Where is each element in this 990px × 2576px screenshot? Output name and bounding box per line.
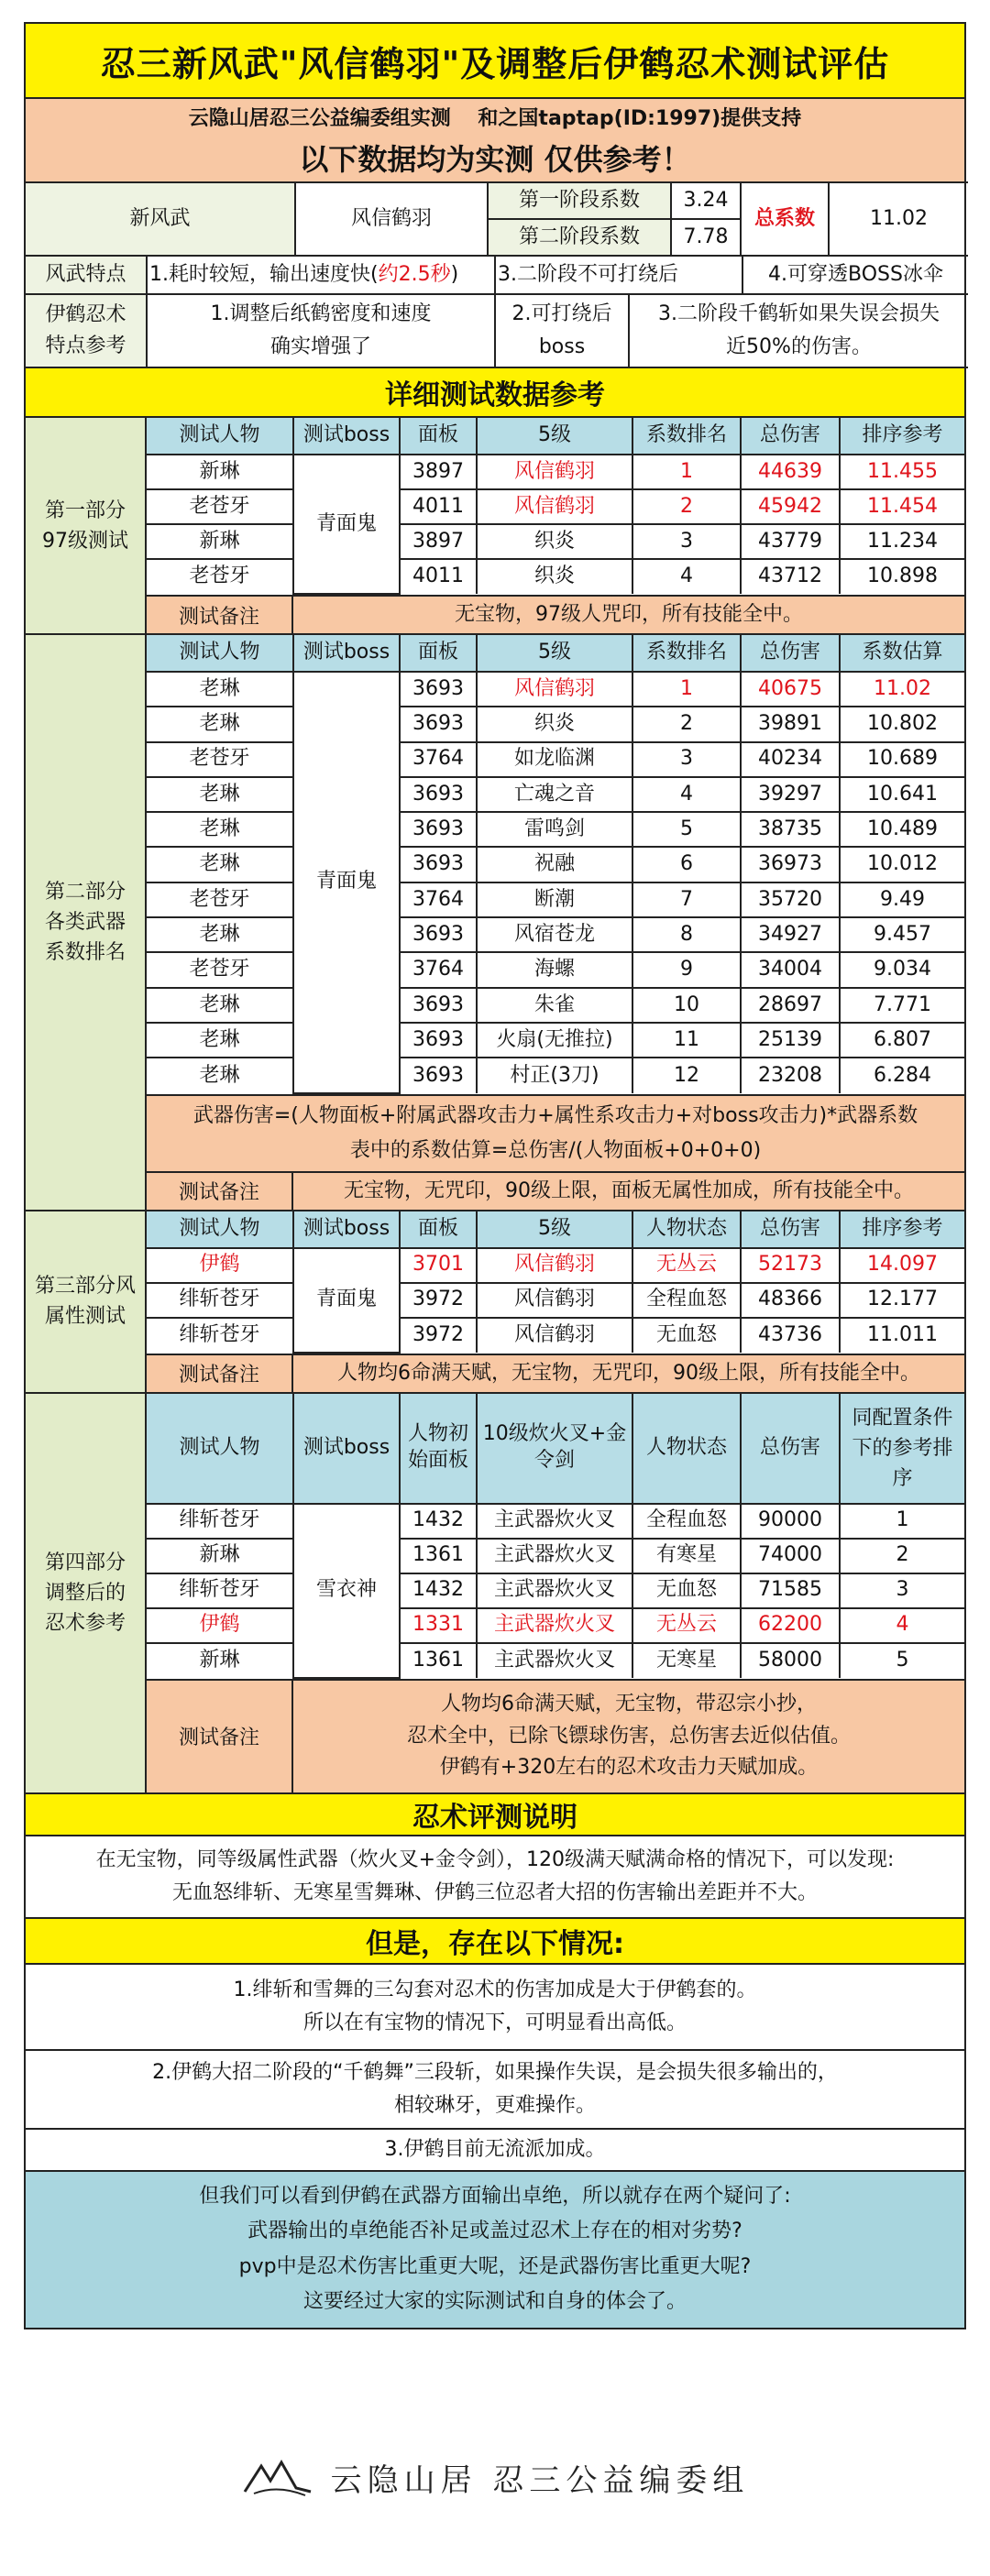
part2-cell: 织炎 [477, 707, 632, 741]
question-3: pvp中是忍术伤害比重更大呢，还是武器伤害比重更大呢? [238, 2254, 752, 2278]
evaluation-header [26, 1794, 964, 1836]
part1-cell: 织炎 [477, 559, 632, 594]
part2-cell: 28697 [741, 988, 840, 1023]
part3-header-2: 面板 [400, 1211, 477, 1248]
part2-cell: 老琳 [147, 847, 293, 882]
title-bar [26, 24, 964, 99]
part4-cell: 无丛云 [632, 1608, 741, 1643]
but-header [26, 1919, 964, 1965]
part2-section [26, 635, 964, 1211]
table-row [147, 1504, 964, 1539]
part2-formula [147, 1094, 964, 1171]
part1-header-5: 总伤害 [741, 418, 840, 455]
part4-note [147, 1679, 964, 1792]
part2-cell: 7 [632, 882, 741, 917]
part2-cell: 10.802 [840, 707, 964, 741]
part1-note-text: 无宝物，97级人咒印，所有技能全中。 [455, 602, 803, 626]
phase2-value: 7.78 [671, 219, 741, 256]
part2-header-2: 面板 [400, 635, 477, 672]
part2-cell: 风宿苍龙 [477, 917, 632, 952]
part2-cell: 3693 [400, 812, 477, 847]
part4-note-1: 人物均6命满天赋，无宝物，带忍宗小抄， [441, 1693, 817, 1716]
table-row [147, 1058, 964, 1092]
part1-note [147, 595, 964, 633]
part4-cell: 1331 [400, 1608, 477, 1643]
part2-cell: 老琳 [147, 1023, 293, 1058]
part4-cell: 主武器炊火叉 [477, 1643, 632, 1678]
part2-label: 第二部分各类武器系数排名 [26, 635, 147, 1210]
footer-brand-text: 云隐山居 忍三公益编委组 [330, 2461, 750, 2499]
part4-header-1: 测试boss [293, 1394, 400, 1504]
table-row [147, 672, 964, 707]
part1-cell: 43779 [741, 524, 840, 559]
part1-header-3: 5级 [477, 418, 632, 455]
case-1-b: 所以在有宝物的情况下，可明显看出高低。 [302, 2011, 687, 2034]
summary-table [26, 181, 968, 257]
evaluation-p2: 无血怒绯斩、无寒星雪舞琳、伊鹤三位忍者大招的伤害输出差距并不大。 [171, 1880, 818, 1904]
part2-cell: 38735 [741, 812, 840, 847]
part4-cell: 绯斩苍牙 [147, 1573, 293, 1608]
part2-cell: 海螺 [477, 952, 632, 987]
part2-cell: 3693 [400, 988, 477, 1023]
table-row [147, 1283, 964, 1318]
support-banner [26, 99, 964, 183]
part1-cell: 3 [632, 524, 741, 559]
part2-cell: 6.807 [840, 1023, 964, 1058]
part2-note-label: 测试备注 [147, 1173, 293, 1210]
part2-cell: 34004 [741, 952, 840, 987]
part2-header-4: 系数排名 [632, 635, 741, 672]
part1-label: 第一部分97级测试 [26, 418, 147, 633]
part2-cell: 如龙临渊 [477, 742, 632, 777]
part4-cell: 1361 [400, 1643, 477, 1678]
part3-header-row [147, 1211, 964, 1248]
part2-cell: 39297 [741, 777, 840, 812]
case-2-a: 2.伊鹤大招二阶段的“千鹤舞”三段斩，如果操作失误，是会损失很多输出的， [152, 2061, 838, 2085]
part4-cell: 1361 [400, 1539, 477, 1573]
table-row [147, 917, 964, 952]
part2-cell: 34927 [741, 917, 840, 952]
part1-cell: 10.898 [840, 559, 964, 594]
part2-cell: 12 [632, 1058, 741, 1092]
part4-cell: 3 [840, 1573, 964, 1608]
part1-header-row [147, 418, 964, 455]
table-row [147, 489, 964, 524]
feature-2: 3.二阶段不可打绕后 [495, 256, 742, 294]
part2-cell: 老琳 [147, 777, 293, 812]
part2-cell: 老琳 [147, 707, 293, 741]
part2-note [147, 1171, 964, 1210]
part4-cell: 4 [840, 1608, 964, 1643]
part2-cell: 老苍牙 [147, 952, 293, 987]
table-row [147, 1023, 964, 1058]
case-1 [26, 1965, 964, 2051]
part2-cell: 5 [632, 812, 741, 847]
part2-cell: 23208 [741, 1058, 840, 1092]
part3-cell: 无丛云 [632, 1248, 741, 1283]
part4-header-6: 同配置条件下的参考排序 [840, 1394, 964, 1504]
part2-cell: 4 [632, 777, 741, 812]
weapon-label: 新风武 [26, 182, 295, 256]
part2-cell: 3764 [400, 952, 477, 987]
part3-header-4: 人物状态 [632, 1211, 741, 1248]
part3-header-3: 5级 [477, 1211, 632, 1248]
part2-cell: 亡魂之音 [477, 777, 632, 812]
part4-cell: 1432 [400, 1573, 477, 1608]
part1-cell: 11.234 [840, 524, 964, 559]
evaluation-title: 忍术评测说明 [412, 1801, 578, 1834]
part2-cell: 3693 [400, 917, 477, 952]
part4-cell: 伊鹤 [147, 1608, 293, 1643]
features-label: 风武特点 [26, 256, 147, 294]
part3-label: 第三部分风属性测试 [26, 1211, 147, 1392]
ninjutsu-2: 2.可打绕后boss [495, 294, 629, 367]
table-row [147, 1248, 964, 1283]
part3-header-6: 排序参考 [840, 1211, 964, 1248]
part1-cell: 1 [632, 455, 741, 489]
detail-header-text: 详细测试数据参考 [385, 379, 605, 411]
table-row [147, 455, 964, 489]
case-3 [26, 2130, 964, 2172]
case-3-text: 3.伊鹤目前无流派加成。 [384, 2137, 606, 2161]
table-row [147, 524, 964, 559]
part1-cell: 11.454 [840, 489, 964, 524]
table-row [147, 847, 964, 882]
table-row [147, 742, 964, 777]
part3-header-5: 总伤害 [741, 1211, 840, 1248]
part2-cell: 35720 [741, 882, 840, 917]
part2-cell: 40675 [741, 672, 840, 707]
part3-note-text: 人物均6命满天赋，无宝物，无咒印，90级上限，所有技能全中。 [337, 1361, 920, 1385]
part4-cell: 无寒星 [632, 1643, 741, 1678]
but-text: 但是，存在以下情况: [366, 1927, 624, 1960]
part1-cell: 新琳 [147, 524, 293, 559]
part2-cell: 3693 [400, 777, 477, 812]
part1-boss: 青面鬼 [293, 455, 400, 594]
part3-cell: 48366 [741, 1283, 840, 1318]
part2-cell: 9.49 [840, 882, 964, 917]
evaluation-sheet [24, 22, 966, 2329]
part4-cell: 71585 [741, 1573, 840, 1608]
part2-cell: 2 [632, 707, 741, 741]
formula-line-2: 表中的系数估算=总伤害/(人物面板+0+0+0) [349, 1138, 762, 1162]
part3-cell: 风信鹤羽 [477, 1283, 632, 1318]
part4-note-body [293, 1681, 964, 1792]
table-row [147, 812, 964, 847]
part2-cell: 7.771 [840, 988, 964, 1023]
part2-cell: 老琳 [147, 988, 293, 1023]
part2-cell: 1 [632, 672, 741, 707]
question-4: 这要经过大家的实际测试和自身的体会了。 [302, 2290, 687, 2314]
evaluation-intro [26, 1836, 964, 1919]
part4-cell: 2 [840, 1539, 964, 1573]
part4-cell: 主武器炊火叉 [477, 1504, 632, 1539]
part3-note [147, 1354, 964, 1392]
part4-cell: 主武器炊火叉 [477, 1539, 632, 1573]
part1-cell: 新琳 [147, 455, 293, 489]
part4-table [147, 1394, 964, 1679]
part3-cell: 风信鹤羽 [477, 1318, 632, 1353]
table-row [147, 777, 964, 812]
part2-cell: 3693 [400, 672, 477, 707]
part2-note-text: 无宝物，无咒印，90级上限，面板无属性加成，所有技能全中。 [344, 1178, 914, 1202]
part2-cell: 3693 [400, 707, 477, 741]
part1-cell: 4 [632, 559, 741, 594]
part3-cell: 无血怒 [632, 1318, 741, 1353]
part1-header-2: 面板 [400, 418, 477, 455]
table-row [147, 1573, 964, 1608]
page-title: 忍三新风武"风信鹤羽"及调整后伊鹤忍术测试评估 [100, 43, 890, 84]
part2-header-6: 系数估算 [840, 635, 964, 672]
part3-table [147, 1211, 964, 1354]
part4-cell: 新琳 [147, 1539, 293, 1573]
part4-note-2: 忍术全中，已除飞镖球伤害，总伤害去近似估值。 [406, 1724, 851, 1748]
part4-cell: 全程血怒 [632, 1504, 741, 1539]
part3-cell: 伊鹤 [147, 1248, 293, 1283]
part1-cell: 4011 [400, 489, 477, 524]
part2-cell: 10.012 [840, 847, 964, 882]
part2-cell: 6.284 [840, 1058, 964, 1092]
part2-cell: 9 [632, 952, 741, 987]
table-row [147, 952, 964, 987]
part4-cell: 有寒星 [632, 1539, 741, 1573]
part4-header-row [147, 1394, 964, 1504]
part2-boss: 青面鬼 [293, 672, 400, 1093]
part4-cell: 主武器炊火叉 [477, 1573, 632, 1608]
part4-cell: 无血怒 [632, 1573, 741, 1608]
part3-cell: 3972 [400, 1318, 477, 1353]
part4-cell: 1432 [400, 1504, 477, 1539]
part2-header-5: 总伤害 [741, 635, 840, 672]
feature-3: 4.可穿透BOSS冰伞 [742, 256, 968, 294]
ninjutsu-table [26, 293, 968, 368]
part2-cell: 祝融 [477, 847, 632, 882]
case-2 [26, 2051, 964, 2130]
part2-cell: 36973 [741, 847, 840, 882]
table-row [147, 882, 964, 917]
part2-cell: 村正(3刀) [477, 1058, 632, 1092]
part2-cell: 断潮 [477, 882, 632, 917]
part3-header-1: 测试boss [293, 1211, 400, 1248]
evaluation-p1: 在无宝物，同等级属性武器（炊火叉+金令剑），120级满天赋满命格的情况下，可以发现: [95, 1848, 895, 1872]
table-row [147, 1608, 964, 1643]
ninjutsu-1: 1.调整后纸鹤密度和速度确实增强了 [147, 294, 495, 367]
part2-cell: 10.641 [840, 777, 964, 812]
part2-cell: 老琳 [147, 672, 293, 707]
part2-cell: 风信鹤羽 [477, 672, 632, 707]
part1-cell: 风信鹤羽 [477, 455, 632, 489]
question-1: 但我们可以看到伊鹤在武器方面输出卓绝，所以就存在两个疑问了: [199, 2184, 791, 2208]
part3-cell: 3701 [400, 1248, 477, 1283]
part3-cell: 3972 [400, 1283, 477, 1318]
part1-cell: 11.455 [840, 455, 964, 489]
part1-cell: 风信鹤羽 [477, 489, 632, 524]
footer-brand [0, 2445, 990, 2509]
part3-cell: 11.011 [840, 1318, 964, 1353]
part3-header-0: 测试人物 [147, 1211, 293, 1248]
part1-cell: 43712 [741, 559, 840, 594]
part2-header-row [147, 635, 964, 672]
part1-cell: 45942 [741, 489, 840, 524]
part2-cell: 10 [632, 988, 741, 1023]
table-row [147, 559, 964, 594]
part2-cell: 老苍牙 [147, 882, 293, 917]
case-2-b: 相较琳牙，更难操作。 [393, 2093, 596, 2117]
part4-cell: 绯斩苍牙 [147, 1504, 293, 1539]
part1-cell: 44639 [741, 455, 840, 489]
disclaimer: 以下数据均为实测 仅供参考！ [299, 141, 691, 177]
part3-cell: 43736 [741, 1318, 840, 1353]
part2-cell: 3764 [400, 742, 477, 777]
part2-cell: 3693 [400, 1023, 477, 1058]
part2-cell: 6 [632, 847, 741, 882]
case-1-a: 1.绯斩和雪舞的三勾套对忍术的伤害加成是大于伊鹤套的。 [233, 1979, 757, 2002]
phase2-label: 第二阶段系数 [488, 219, 671, 256]
part1-cell: 3897 [400, 524, 477, 559]
part1-table [147, 418, 964, 595]
part4-cell: 新琳 [147, 1643, 293, 1678]
part1-cell: 3897 [400, 455, 477, 489]
part2-header-3: 5级 [477, 635, 632, 672]
part2-cell: 3693 [400, 1058, 477, 1092]
part3-cell: 绯斩苍牙 [147, 1283, 293, 1318]
part2-cell: 10.689 [840, 742, 964, 777]
part3-cell: 风信鹤羽 [477, 1248, 632, 1283]
part2-cell: 11.02 [840, 672, 964, 707]
part3-cell: 全程血怒 [632, 1283, 741, 1318]
part2-cell: 40234 [741, 742, 840, 777]
phase1-value: 3.24 [671, 182, 741, 219]
part2-cell: 火扇(无推拉) [477, 1023, 632, 1058]
part3-boss: 青面鬼 [293, 1248, 400, 1353]
part1-cell: 老苍牙 [147, 559, 293, 594]
part2-cell: 39891 [741, 707, 840, 741]
part2-cell: 9.457 [840, 917, 964, 952]
part4-section [26, 1394, 964, 1794]
part4-cell: 主武器炊火叉 [477, 1608, 632, 1643]
part1-header-1: 测试boss [293, 418, 400, 455]
weapon-name: 风信鹤羽 [295, 182, 488, 256]
part4-cell: 5 [840, 1643, 964, 1678]
part4-label: 第四部分调整后的忍术参考 [26, 1394, 147, 1792]
total-label: 总系数 [741, 182, 829, 256]
part2-cell: 9.034 [840, 952, 964, 987]
part1-cell: 老苍牙 [147, 489, 293, 524]
part4-header-4: 人物状态 [632, 1394, 741, 1504]
part2-cell: 3693 [400, 847, 477, 882]
part1-section [26, 418, 964, 635]
part2-cell: 8 [632, 917, 741, 952]
phase1-label: 第一阶段系数 [488, 182, 671, 219]
features-table [26, 255, 968, 295]
part4-header-5: 总伤害 [741, 1394, 840, 1504]
part2-cell: 11 [632, 1023, 741, 1058]
part2-header-0: 测试人物 [147, 635, 293, 672]
questions-panel [26, 2172, 964, 2328]
question-2: 武器输出的卓绝能否补足或盖过忍术上存在的相对劣势? [248, 2220, 742, 2243]
part1-cell: 织炎 [477, 524, 632, 559]
formula-line-1: 武器伤害=(人物面板+附属武器攻击力+属性系攻击力+对boss攻击力)*武器系数 [192, 1104, 918, 1128]
table-row [147, 1318, 964, 1353]
part2-header-1: 测试boss [293, 635, 400, 672]
table-row [147, 1643, 964, 1678]
table-row [147, 1539, 964, 1573]
support-line: 云隐山居忍三公益编委组实测 和之国taptap(ID:1997)提供支持 [188, 106, 802, 130]
part3-cell: 52173 [741, 1248, 840, 1283]
feature-1-post: ) [450, 262, 459, 286]
part4-cell: 90000 [741, 1504, 840, 1539]
table-row [147, 707, 964, 741]
part3-section [26, 1211, 964, 1394]
part4-cell: 74000 [741, 1539, 840, 1573]
part3-cell: 绯斩苍牙 [147, 1318, 293, 1353]
part4-cell: 58000 [741, 1643, 840, 1678]
part2-cell: 10.489 [840, 812, 964, 847]
part1-header-6: 排序参考 [840, 418, 964, 455]
part2-cell: 老琳 [147, 812, 293, 847]
part1-header-0: 测试人物 [147, 418, 293, 455]
part4-cell: 62200 [741, 1608, 840, 1643]
part2-cell: 25139 [741, 1023, 840, 1058]
part3-cell: 12.177 [840, 1283, 964, 1318]
feature-1-pre: 1.耗时较短，输出速度快( [149, 262, 379, 286]
part4-header-2: 人物初始面板 [400, 1394, 477, 1504]
detail-header [26, 368, 964, 418]
part2-table [147, 635, 964, 1094]
part4-boss: 雪衣神 [293, 1504, 400, 1678]
part4-cell: 1 [840, 1504, 964, 1539]
part2-cell: 3764 [400, 882, 477, 917]
total-value: 11.02 [829, 182, 968, 256]
part3-note-label: 测试备注 [147, 1355, 293, 1392]
ninjutsu-3: 3.二阶段千鹤斩如果失误会损失近50%的伤害。 [629, 294, 968, 367]
part1-note-label: 测试备注 [147, 597, 293, 633]
part2-cell: 3 [632, 742, 741, 777]
part2-cell: 老苍牙 [147, 742, 293, 777]
mountain-logo-icon [241, 2457, 314, 2497]
part4-note-3: 伊鹤有+320左右的忍术攻击力天赋加成。 [439, 1755, 819, 1779]
part4-header-3: 10级炊火叉+金令剑 [477, 1394, 632, 1504]
part1-cell: 4011 [400, 559, 477, 594]
part2-cell: 老琳 [147, 917, 293, 952]
part1-header-4: 系数排名 [632, 418, 741, 455]
part4-note-label: 测试备注 [147, 1681, 293, 1792]
part2-cell: 老琳 [147, 1058, 293, 1092]
feature-1-highlight: 约2.5秒 [378, 262, 451, 286]
table-row [147, 988, 964, 1023]
part4-header-0: 测试人物 [147, 1394, 293, 1504]
part2-cell: 雷鸣剑 [477, 812, 632, 847]
part1-cell: 2 [632, 489, 741, 524]
part3-cell: 14.097 [840, 1248, 964, 1283]
part2-cell: 朱雀 [477, 988, 632, 1023]
ninjutsu-label: 伊鹤忍术特点参考 [26, 294, 147, 367]
